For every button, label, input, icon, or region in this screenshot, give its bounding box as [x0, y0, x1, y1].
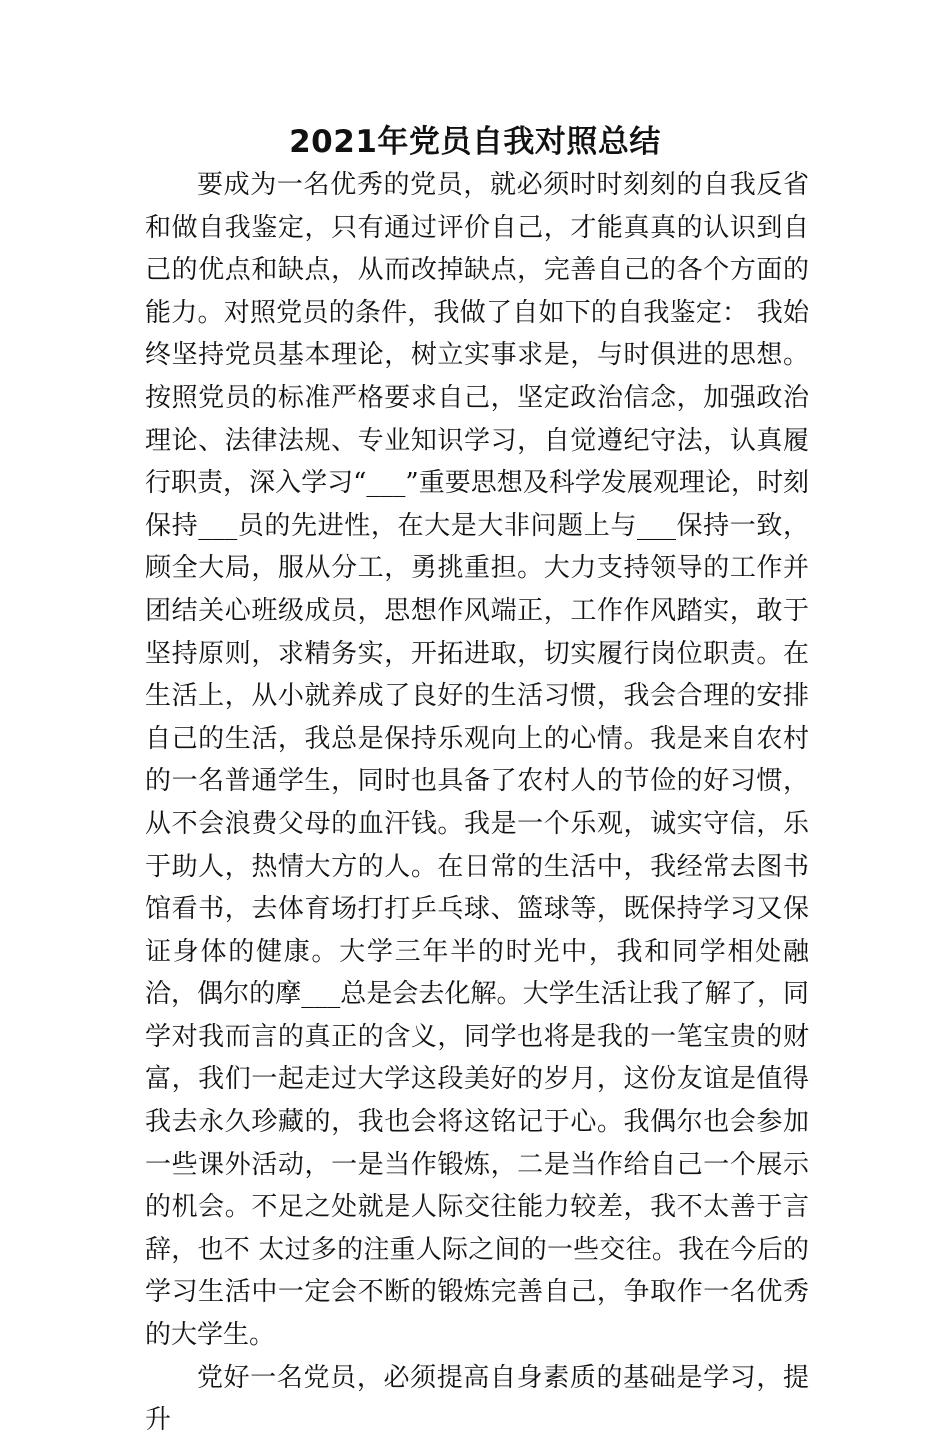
document-title: 2021年党员自我对照总结	[289, 124, 661, 160]
paragraph-party-member-study: 党好一名党员，必须提高自身素质的基础是学习，提升	[145, 1362, 809, 1436]
paragraph-self-assessment: 要成为一名优秀的党员，就必须时时刻刻的自我反省和做自我鉴定，只有通过评价自己，才能真真的认识到自己的优点和缺点，从而改掉缺点，完善自己的各个方面的能力。对照党员的条件，我做了自如下的自我鉴定： 我始终坚持党员基本理论，树立实事求是，与时俱进的思想。按照党员的标准严格要求自己，坚定政治信念，加强政治理论、法律法规、专业知识学习，自觉遵纪守法，认真履行职责，深入学习“___”重要思想及科学发展观理论，时刻保持___员的先进性，在大是大非问题上与___保持一致，顾全大局，服从分工，勇挑重担。大力支持领导的工作并团结关心班级成员，思想作风端正，工作作风踏实，敢于坚持原则，求精务实，开拓进取，切实履行岗位职责。在生活上，从小就养成了良好的生活习惯，我会合理的安排自己的生活，我总是保持乐观向上的心情。我是来自农村的一名普通学生，同时也具备了农村人的节俭的好习惯，从不会浪费父母的血汗钱。我是一个乐观，诚实守信，乐于助人，热情大方的人。在日常的生活中，我经常去图书馆看书，去体育场打打乒乓球、篮球等，既保持学习又保证身体的健康。大学三年半的时光中，我和同学相处融洽，偶尔的摩___总是会去化解。大学生活让我了解了，同学对我而言的真正的含义，同学也将是我的一笔宝贵的财富，我们一起走过大学这段美好的岁月，这份友谊是值得我去永久珍藏的，我也会将这铭记于心。我偶尔也会参加一些课外活动，一是当作锻炼，二是当作给自己一个展示的机会。不足之处就是人际交往能力较差，我不太善于言辞，也不 太过多的注重人际之间的一些交往。我在今后的学习生活中一定会不断的锻炼完善自己，争取作一名优秀的大学生。	[145, 170, 809, 1351]
document-body	[145, 164, 809, 1442]
